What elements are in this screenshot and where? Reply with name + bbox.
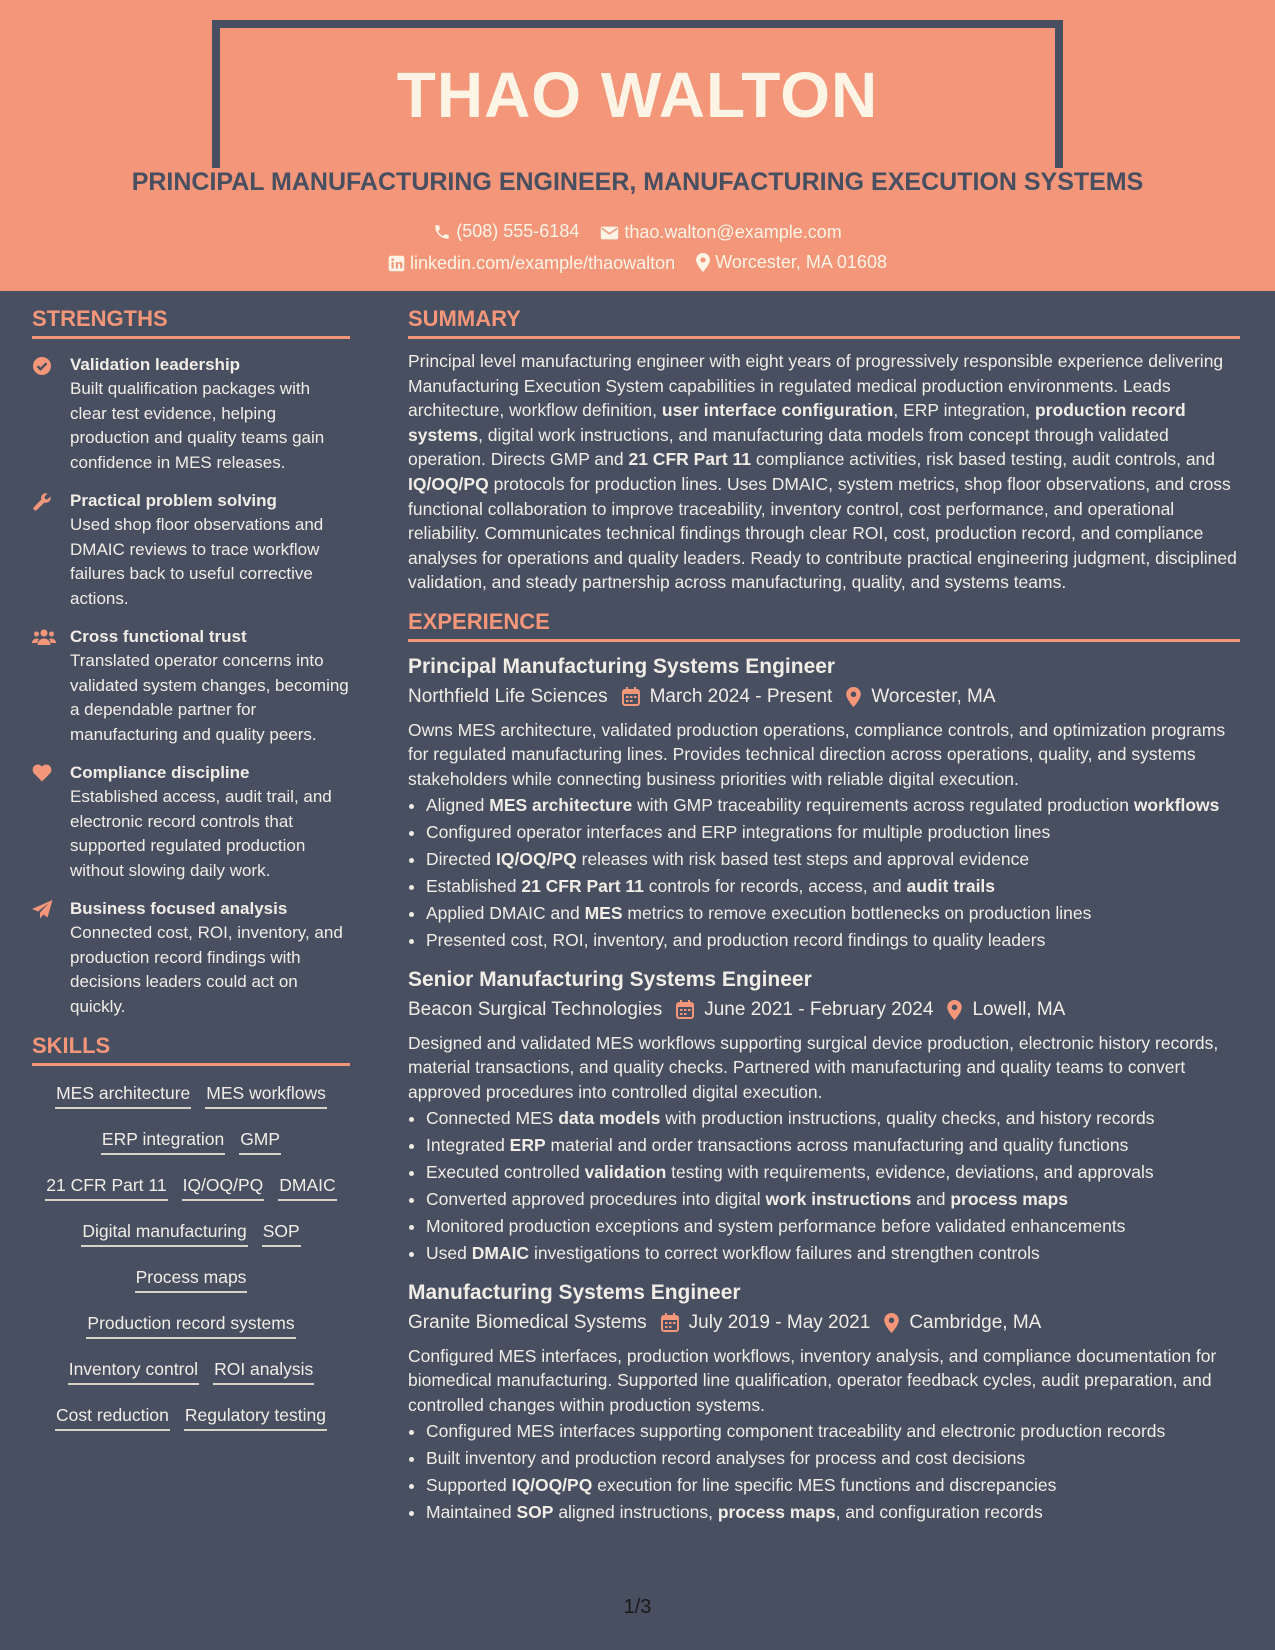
job-company: Granite Biomedical Systems: [408, 1311, 647, 1333]
bullet-item: [426, 1241, 1240, 1266]
job-entry: [408, 1278, 1240, 1525]
job-title: Manufacturing Systems Engineer: [408, 1280, 741, 1304]
text-segment: Directed: [426, 849, 497, 870]
linkedin-item[interactable]: [388, 253, 675, 274]
text-segment: Built inventory and production record analyses for process and cost decisions: [426, 1448, 1026, 1469]
phone-icon: [433, 223, 451, 241]
bold-keyword: 21 CFR Part 11: [628, 449, 752, 470]
strength-title: Business focused analysis: [70, 899, 288, 918]
strength-desc: Connected cost, ROI, inventory, and production record findings with decisions leaders could act on quickly.: [70, 923, 343, 1016]
page-number: 1/3: [623, 1596, 652, 1618]
job-entry: [408, 965, 1240, 1266]
text-segment: compliance activities, risk based testing, audit controls, and: [751, 449, 1216, 470]
strength-desc: Built qualification packages with clear test evidence, helping production and quality teams gain confidence in MES releases.: [70, 379, 325, 472]
skill-tag: Process maps: [135, 1264, 248, 1293]
text-segment: Converted approved procedures into digital: [426, 1189, 766, 1210]
strength-title: Practical problem solving: [70, 491, 277, 510]
skill-tag: Production record systems: [86, 1310, 295, 1339]
text-segment: controls for records, access, and: [643, 876, 907, 897]
bullet-item: [426, 1214, 1240, 1239]
bold-keyword: 21 CFR Part 11: [521, 876, 644, 897]
calendar-icon: [622, 687, 640, 706]
text-segment: testing with requirements, evidence, deviations, and approvals: [666, 1162, 1154, 1183]
bullet-item: [426, 1133, 1240, 1158]
skill-tag: IQ/OQ/PQ: [182, 1172, 265, 1201]
skill-tag: DMAIC: [278, 1172, 336, 1201]
text-segment: Connected MES: [426, 1108, 559, 1129]
job-meta: [408, 1308, 1240, 1338]
strength-desc: Used shop floor observations and DMAIC reviews to trace workflow failures back to useful corrective actions.: [70, 515, 324, 608]
text-segment: aligned instructions,: [553, 1502, 718, 1523]
linkedin-icon: [388, 255, 405, 272]
skills-list: [32, 1080, 350, 1431]
text-segment: Presented cost, ROI, inventory, and production record findings to quality leaders: [426, 930, 1046, 951]
email-item[interactable]: [600, 222, 841, 243]
candidate-title: PRINCIPAL MANUFACTURING ENGINEER, MANUFACTURING EXECUTION SYSTEMS: [131, 168, 1144, 196]
job-dates: July 2019 - May 2021: [688, 1311, 871, 1333]
job-description: Designed and validated MES workflows supporting surgical device production, electronic history records, material transactions, and quality checks. Partnered with manufacturing and quality teams to convert approved procedures into controlled digital execution.: [408, 1032, 1219, 1102]
phone-item[interactable]: [433, 221, 579, 242]
bullet-item: [426, 847, 1240, 872]
calendar-icon: [661, 1313, 679, 1332]
summary-text: [408, 349, 1240, 595]
bold-keyword: MES architecture: [489, 795, 633, 816]
heart-icon: [32, 764, 52, 782]
text-segment: Established: [426, 876, 522, 897]
bold-keyword: IQ/OQ/PQ: [511, 1475, 593, 1496]
text-segment: , digital work instructions, and manufacturing data models from concept through validated operation. Directs GMP and: [408, 424, 1169, 470]
map-marker-icon: [846, 687, 861, 707]
strength-item: [32, 897, 350, 1019]
strength-desc: Translated operator concerns into validated system changes, becoming a dependable partner for manufacturing and quality peers.: [70, 651, 349, 744]
text-segment: metrics to remove execution bottlenecks on production lines: [622, 903, 1092, 924]
bold-keyword: MES: [584, 903, 623, 924]
text-segment: Applied DMAIC and: [426, 903, 585, 924]
bold-keyword: data models: [558, 1108, 661, 1129]
text-segment: , and configuration records: [835, 1502, 1043, 1523]
skill-tag: ROI analysis: [213, 1356, 314, 1385]
job-location: Cambridge, MA: [909, 1311, 1042, 1333]
job-meta: [408, 995, 1240, 1025]
job-bullets: [408, 793, 1240, 953]
header-banner: [0, 0, 1275, 291]
map-marker-icon: [696, 253, 710, 272]
calendar-icon: [676, 1000, 694, 1019]
skill-tag: ERP integration: [101, 1126, 225, 1155]
text-segment: with GMP traceability requirements across regulated production: [632, 795, 1134, 816]
text-segment: investigations to correct workflow failures and strengthen controls: [529, 1243, 1040, 1264]
job-description: Configured MES interfaces, production workflows, inventory analysis, and compliance documentation for biomedical manufacturing. Supported line qualification, operator feedback cycles, audit preparation, and controlled changes within production systems.: [408, 1345, 1217, 1415]
job-meta: [408, 682, 1240, 712]
text-segment: Monitored production exceptions and system performance before validated enhancements: [426, 1216, 1126, 1237]
text-segment: Executed controlled: [426, 1162, 585, 1183]
job-bullets: [408, 1106, 1240, 1266]
job-title: Principal Manufacturing Systems Engineer: [408, 654, 836, 678]
text-segment: execution for line specific MES functions and discrepancies: [592, 1475, 1057, 1496]
text-segment: and: [911, 1189, 951, 1210]
strength-item: [32, 353, 350, 475]
bullet-item: [426, 1419, 1240, 1444]
bullet-item: [426, 901, 1240, 926]
bold-keyword: ERP: [509, 1135, 546, 1156]
bullet-item: [426, 928, 1240, 953]
candidate-name: THAO WALTON: [396, 59, 879, 131]
bullet-item: [426, 1106, 1240, 1131]
skill-tag: MES architecture: [55, 1080, 191, 1109]
job-bullets: [408, 1419, 1240, 1525]
bold-keyword: process maps: [717, 1502, 836, 1523]
strength-desc: Established access, audit trail, and electronic record controls that supported regulated production without slowing daily work.: [70, 787, 332, 880]
bold-keyword: audit trails: [906, 876, 996, 897]
skill-row: [32, 1218, 350, 1247]
text-segment: Configured operator interfaces and ERP integrations for multiple production lines: [426, 822, 1051, 843]
wrench-icon: [32, 492, 52, 512]
bold-keyword: process maps: [950, 1189, 1069, 1210]
strength-title: Cross functional trust: [70, 627, 247, 646]
skills-heading: SKILLS: [32, 1033, 350, 1066]
skill-tag: SOP: [262, 1218, 301, 1247]
skill-tag: MES workflows: [205, 1080, 327, 1109]
bullet-item: [426, 874, 1240, 899]
text-segment: Supported: [426, 1475, 512, 1496]
job-company: Beacon Surgical Technologies: [408, 998, 663, 1020]
text-segment: Used: [426, 1243, 472, 1264]
map-marker-icon: [947, 1000, 962, 1020]
text-segment: material and order transactions across manufacturing and quality functions: [545, 1135, 1129, 1156]
job-entry: [408, 652, 1240, 953]
bold-keyword: production record systems: [408, 400, 1186, 445]
job-company: Northfield Life Sciences: [408, 685, 608, 707]
bullet-item: [426, 1473, 1240, 1498]
map-marker-icon: [884, 1313, 899, 1333]
location-item: [696, 252, 887, 273]
skill-tag: 21 CFR Part 11: [45, 1172, 167, 1201]
skill-row: [32, 1356, 350, 1385]
strength-title: Compliance discipline: [70, 763, 250, 782]
left-column: [32, 306, 350, 1448]
bullet-item: [426, 1187, 1240, 1212]
location-text: Worcester, MA 01608: [715, 252, 887, 272]
bold-keyword: user interface configuration: [661, 400, 894, 421]
bullet-item: [426, 793, 1240, 818]
skill-row: [32, 1310, 350, 1339]
skill-tag: Digital manufacturing: [81, 1218, 247, 1247]
right-column: [408, 306, 1240, 1537]
job-dates: June 2021 - February 2024: [704, 998, 934, 1020]
email-text: thao.walton@example.com: [624, 222, 842, 242]
bold-keyword: validation: [584, 1162, 667, 1183]
skill-row: [32, 1402, 350, 1431]
text-segment: releases with risk based test steps and approval evidence: [576, 849, 1030, 870]
bullet-item: [426, 820, 1240, 845]
bold-keyword: work instructions: [765, 1189, 912, 1210]
text-segment: Maintained: [426, 1502, 517, 1523]
bold-keyword: IQ/OQ/PQ: [496, 849, 577, 870]
bullet-item: [426, 1446, 1240, 1471]
strength-item: [32, 761, 350, 883]
phone-text: (508) 555-6184: [456, 221, 580, 241]
bold-keyword: workflows: [1133, 795, 1220, 816]
experience-heading: EXPERIENCE: [408, 609, 1240, 642]
contact-row-1: [0, 221, 1275, 246]
bold-keyword: IQ/OQ/PQ: [408, 473, 489, 494]
bold-keyword: SOP: [516, 1502, 554, 1523]
strengths-list: [32, 349, 350, 1019]
skill-row: [32, 1080, 350, 1109]
text-segment: Integrated: [426, 1135, 510, 1156]
envelope-icon: [600, 225, 619, 241]
job-title: Senior Manufacturing Systems Engineer: [408, 967, 812, 991]
text-segment: with production instructions, quality checks, and history records: [660, 1108, 1155, 1129]
bullet-item: [426, 1160, 1240, 1185]
strength-item: [32, 625, 350, 747]
skill-row: [32, 1126, 350, 1155]
paper-plane-icon: [32, 900, 53, 920]
skill-tag: Regulatory testing: [184, 1402, 327, 1431]
job-location: Worcester, MA: [871, 685, 996, 707]
linkedin-text: linkedin.com/example/thaowalton: [410, 253, 676, 273]
skill-tag: Cost reduction: [55, 1402, 170, 1431]
text-segment: Configured MES interfaces supporting component traceability and electronic production records: [426, 1421, 1166, 1442]
strength-item: [32, 489, 350, 611]
job-location: Lowell, MA: [972, 998, 1066, 1020]
skill-tag: GMP: [239, 1126, 281, 1155]
strength-title: Validation leadership: [70, 355, 241, 374]
skill-row: [32, 1264, 350, 1293]
strengths-heading: STRENGTHS: [32, 306, 350, 339]
contact-row-2: [0, 252, 1275, 277]
summary-heading: SUMMARY: [408, 306, 1240, 339]
skill-tag: Inventory control: [68, 1356, 199, 1385]
bold-keyword: DMAIC: [471, 1243, 530, 1264]
text-segment: Principal level manufacturing engineer with eight years of progressively responsible experience delivering Manufacturing Execution System capabilities in regulated medical production environments. Leads architecture, workflow definition,: [408, 351, 1224, 421]
bullet-item: [426, 1500, 1240, 1525]
job-dates: March 2024 - Present: [649, 685, 833, 707]
users-icon: [32, 628, 56, 646]
skill-row: [32, 1172, 350, 1201]
text-segment: protocols for production lines. Uses DMAIC, system metrics, shop floor observations, and cross functional collaboration to improve traceability, inventory control, cost performance, and operational reliability. Communicates technical findings through clear ROI, cost, production record, and compliance analyses for operations and quality leaders. Ready to contribute practical engineering judgment, disciplined validation, and steady partnership across manufacturing, quality, and systems teams.: [408, 473, 1237, 593]
check-circle-icon: [32, 356, 52, 376]
text-segment: , ERP integration,: [893, 400, 1036, 421]
job-description: Owns MES architecture, validated production operations, compliance controls, and optimization programs for regulated manufacturing lines. Provides technical direction across operations, quality, and systems stakeholders while connecting business priorities with reliable digital execution.: [408, 719, 1226, 789]
text-segment: Aligned: [426, 795, 490, 816]
